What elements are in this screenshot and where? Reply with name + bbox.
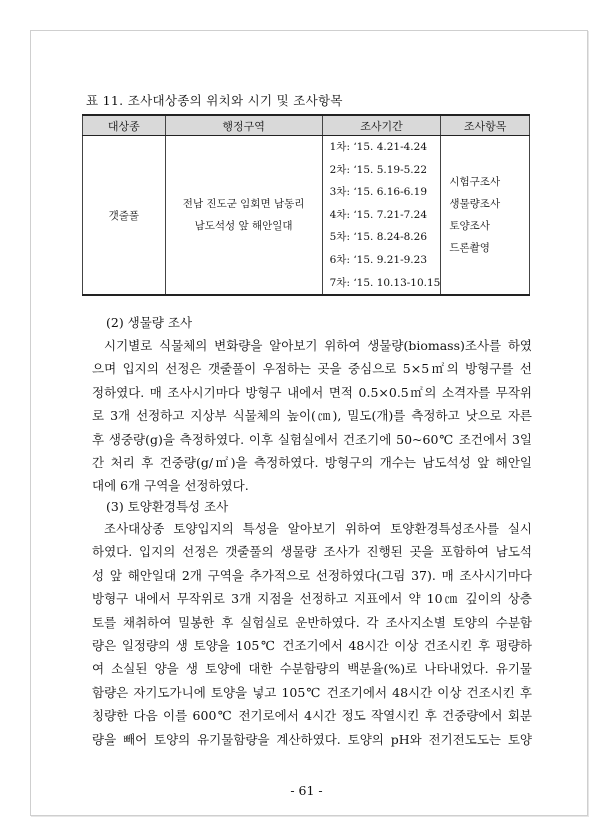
- paragraph-line: 여 소실된 양을 생 토양에 대한 수분함량의 백분율(%)로 나타내었다. 유기물: [92, 661, 532, 677]
- paragraph-line: 시기별로 식물체의 변화량을 알아보기 위하여 생물량(biomass)조사를 하였: [104, 338, 532, 353]
- paragraph-line: 간 처리 후 건중량(g/㎡)을 측정하였다. 방형구의 개수는 남도석성 앞 해안일: [92, 454, 532, 470]
- paragraph-line: 로 3개 선정하고 지상부 식물체의 높이(㎝), 밀도(개)를 측정하고 낫으로 자른: [92, 408, 532, 424]
- item-3: 토양조사: [449, 220, 490, 233]
- paragraph-line: 후 생중량(g)을 측정하였다. 이후 실험실에서 건조기에 50~60℃ 조건에서 3일: [92, 431, 532, 447]
- paragraph-line: 방형구 내에서 무작위로 3개 지점을 선정하고 지표에서 약 10㎝ 깊이의 상층: [92, 591, 532, 607]
- species-name: 갯줄풀: [108, 209, 139, 222]
- paragraph-line: 량을 빼어 토양의 유기물함량을 계산하였다. 토양의 pH와 전기전도도는 토양: [92, 731, 532, 747]
- header-items: 조사항목: [441, 115, 530, 136]
- region-cell: [165, 136, 322, 296]
- paragraph-line: 칭량한 다음 이를 600℃ 전기로에서 4시간 정도 작열시킨 후 건중량에서 회분: [92, 708, 532, 724]
- section-heading-soil: (3) 토양환경특성 조사: [106, 499, 229, 514]
- species-cell: [83, 136, 166, 296]
- paragraph-line: 조사대상종 토양입지의 특성을 알아보기 위하여 토양환경특성조사를 실시: [104, 521, 532, 536]
- region-line: 남도석성 앞 해안일대: [194, 220, 293, 233]
- paragraph-line: 함량은 자기도가니에 토양을 넣고 105℃ 건조기에서 48시간 이상 건조시킨 후: [92, 684, 532, 700]
- period-2: 2차: ‘15. 5.19-5.22: [329, 163, 428, 176]
- period-6: 6차: ‘15. 9.21-9.23: [329, 253, 428, 266]
- item-1: 시험구조사: [449, 176, 501, 189]
- header-species: 대상종: [83, 115, 166, 136]
- period-cell: [322, 136, 441, 296]
- period-4: 4차: ‘15. 7.21-7.24: [329, 208, 428, 221]
- survey-table: [82, 114, 530, 296]
- period-7: 7차: ‘15. 10.13-10.15: [329, 276, 441, 289]
- region-line: 전남 진도군 임회면 남동리: [182, 198, 305, 211]
- section-heading-biomass: (2) 생물량 조사: [106, 315, 193, 330]
- header-region: 행정구역: [165, 115, 322, 136]
- period-1: 1차: ‘15. 4.21-4.24: [329, 141, 428, 153]
- paragraph-line: 성 앞 해안일대 2개 구역을 추가적으로 선정하였다(그림 37). 매 조사시기마다: [92, 567, 532, 583]
- paragraph-line: 하였다. 입지의 선정은 갯줄풀의 생물량 조사가 진행된 곳을 포함하여 남도석: [92, 544, 532, 560]
- paragraph-line: 정하였다. 매 조사시기마다 방형구 내에서 면적 0.5×0.5㎡의 소격자를 무작위: [92, 384, 532, 400]
- items-cell: [441, 136, 530, 296]
- period-3: 3차: ‘15. 6.16-6.19: [329, 186, 428, 199]
- paragraph-soil: [92, 517, 532, 751]
- paragraph-line: 으며 입지의 선정은 갯줄풀이 우점하는 곳을 중심으로 5×5㎡의 방형구를 선: [92, 361, 532, 377]
- item-2: 생물량조사: [449, 198, 501, 211]
- period-5: 5차: ‘15. 8.24-8.26: [329, 231, 428, 244]
- paragraph-line: 대에 6개 구역을 선정하였다.: [92, 478, 249, 494]
- header-period: 조사기간: [322, 115, 441, 136]
- item-4: 드론촬영: [449, 242, 490, 255]
- paragraph-line: 량은 일정량의 생 토양을 105℃ 건조기에서 48시간 이상 건조시킨 후 평량하: [92, 637, 532, 653]
- page-number: - 61 -: [290, 783, 323, 798]
- paragraph-line: 토를 채취하여 밀봉한 후 실험실로 운반하였다. 각 조사지소별 토양의 수분함: [92, 614, 532, 630]
- table-caption: 표 11. 조사대상종의 위치와 시기 및 조사항목: [86, 93, 343, 108]
- paragraph-biomass: [92, 334, 532, 498]
